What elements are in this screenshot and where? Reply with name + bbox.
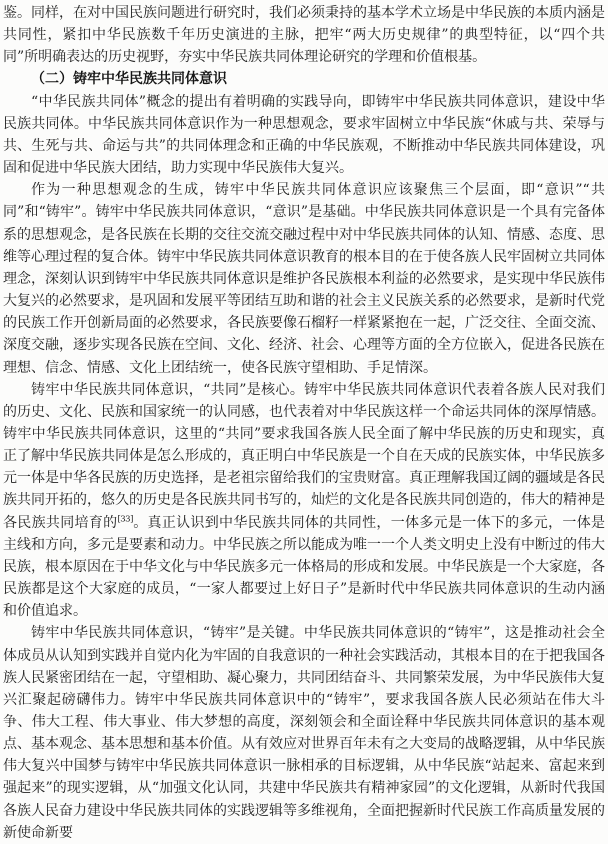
paragraph-zhulao-key: 铸牢中华民族共同体意识，“铸牢”是关键。中华民族共同体意识的“铸牢”，这是推动社会全体成员从认知到实践并自觉内化为牢固的自我意识的一种社会实践活动，其根本目的在于把我国各族人民紧密团结在一起，守望相助、凝心聚力，共同团结奋斗、共同繁荣发展，为中华民族伟大复兴汇聚起磅礴伟力。铸牢中华民族共同体意识中的“铸牢”，要求我国各族人民必须站在伟大斗争、伟大工程、伟大事业、伟大梦想的高度，深刻领会和全面诠释中华民族共同体意识的基本观点、基本观念、基本思想和基本价值。从有效应对世界百年未有之大变局的战略逻辑，从中华民族伟大复兴中国梦与铸牢中华民族共同体意识一脉相承的目标逻辑，从中华民族“站起来、富起来到强起来”的现实逻辑，从“加强文化认同，共建中华民族共有精神家园”的文化逻辑，从新时代我国各族人民奋力建设中华民族共同体的实践逻辑等多维视角，全面把握新时代民族工作高质量发展的新使命新要 [3,625,605,841]
paragraph-continuation: 鉴。同样，在对中国民族问题进行研究时，我们必须秉持的基本学术立场是中华民族的本质内涵是共同性，紧扣中华民族数千年历史演进的主脉，把牢“两大历史规律”的典型特征，以“四个共同”所明确表达的历史视野，夯实中华民族共同体理论研究的学理和价值根基。 [3,5,605,66]
paragraph-text: 。真正认识到中华民族共同体的共同性，一体多元是一体下的多元，一体是主线和方向，多元是要素和动力。中华民族之所以能成为唯一一个人类文明史上没有中断过的伟大民族，根本原因在于中华文化与中华民族多元一体格局的形成和发展。中华民族是一个大家庭，各民族都是这个大家庭的成员，“一家人都要过上好日子”是新时代中华民族共同体意识的生动内涵和价值追求。 [3,514,606,620]
footnote-reference: [33] [117,513,133,524]
section-heading: （二）铸牢中华民族共同体意识 [31,71,227,88]
paragraph-gongtong-core [3,379,605,623]
paragraph-concept-intro: “中华民族共同体”概念的提出有着明确的实践导向，即铸牢中华民族共同体意识，建设中华民族共同体。中华民族共同体意识作为一种思想观念，要求牢固树立中华民族“休戚与共、荣辱与共、生死与共、命运与共”的共同体理念和正确的中华民族观，不断推动中华民族共同体建设，巩固和促进中华民族大团结，助力实现中华民族伟大复兴。 [3,93,605,177]
paragraph-text: 铸牢中华民族共同体意识，“共同”是核心。铸牢中华民族共同体意识代表着各族人民对我们的历史、文化、民族和国家统一的认同感，也代表着对中华民族这样一个命运共同体的深厚情感。铸牢中华民族共同体意识，这里的“共同”要求我国各族人民全面了解中华民族的历史和现实，真正了解中华民族共同体是怎么形成的，真正明白中华民族是一个自在天成的民族实体，中华民族多元一体是中华各民族的历史选择，是老祖宗留给我们的宝贵财富。真正理解我国辽阔的疆域是各民族共同开拓的，悠久的历史是各民族共同书写的，灿烂的文化是各民族共同创造的，伟大的精神是各民族共同培育的 [3,381,605,531]
paragraph-yishi-foundation: 作为一种思想观念的生成，铸牢中华民族共同体意识应该聚焦三个层面，即“意识”“共同”和“铸牢”。铸牢中华民族共同体意识，“意识”是基础。中华民族共同体意识是一个具有完备体系的思想观念，是各民族在长期的交往交流交融过程中对中华民族共同体的认知、情感、态度、思维等心理过程的复合体。铸牢中华民族共同体意识教育的根本目的在于使各族人民牢固树立共同体理念，深刻认识到铸牢中华民族共同体意识是维护各民族根本利益的必然要求，是实现中华民族伟大复兴的必然要求，是巩固和发展平等团结互助和谐的社会主义民族关系的必然要求，是新时代党的民族工作开创新局面的必然要求，各民族要像石榴籽一样紧紧抱在一起，广泛交往、全面交流、深度交融，逐步实现各民族在空间、文化、经济、社会、心理等方面的全方位嵌入，促进各民族在理想、信念、情感、文化上团结统一，使各民族守望相助、手足情深。 [3,182,605,376]
